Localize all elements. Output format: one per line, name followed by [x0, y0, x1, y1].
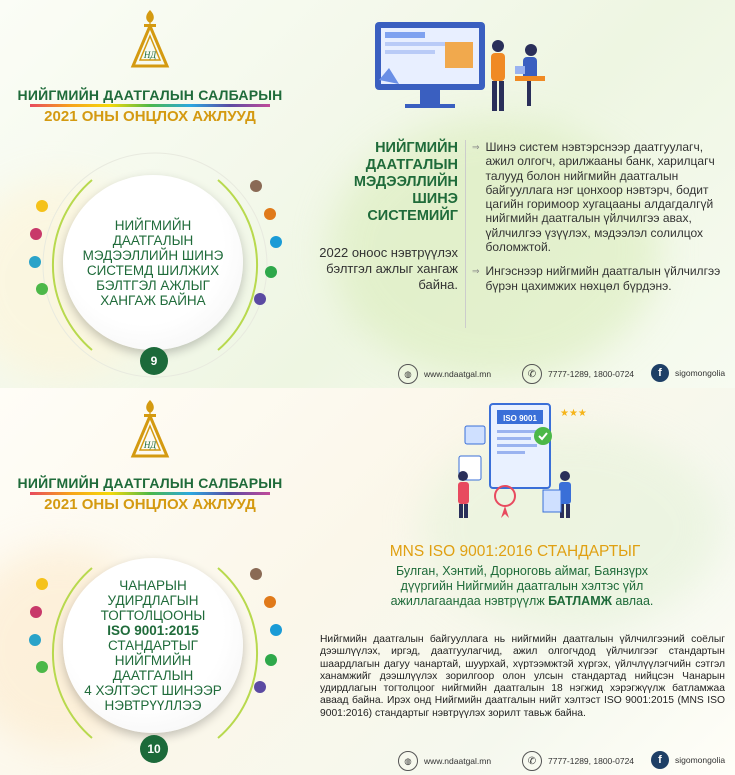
bullet-text: Шинэ систем нэвтэрснээр даатгуулагч, ажил олгогч, арилжааны банк, харилцагч талууд болон нийгмийн даатгалын байгууллага нэг цонхоор нэвтэрч, бодит цагийн горимоор хугацааны алдагдалгүй нийгмийн даатгалын үйлчилгээ авах, үйлчилгээ үзүүлэх, мэдээлэл солилцох боломжтой. [485, 140, 715, 255]
footer-website[interactable]: ◍ www.ndaatgal.mn [398, 364, 491, 384]
iso-body: Нийгмийн даатгалын байгууллага нь нийгмийн даатгалын үйлчилгээний соёлыг дээшлүүлэх, иргэд, даатгуулагчид, ажил олгогчдод үйлчилгээг стандартын шаардлагын дагуу чанартай, шуурхай, хүртээмжтэй хүргэх, үйлчлүүлэгчийн сэтгэл ханамжийг дээшлүүлэх зорилгоор олон улсын стандартад нийцсэн Чанарын удирдлагын тогтолцоог нийгмийн даатгалын 18 нэгжид хэрэгжүүлж батламжаа аваад байна. Ирэх онд Нийгмийн даатгалын нийт хэлтэст ISO 9001:2015 (MNS ISO 9001:2016) стандартыг нэвтрүүлэх зорилт тавьж байна. [320, 634, 725, 719]
ring-dot [36, 200, 48, 212]
circle-text: НИЙГМИЙН ДААТГАЛЫН МЭДЭЭЛЛИЙН ШИНЭ СИСТЕМД ШИЛЖИХ БЭЛТГЭЛ АЖЛЫГ ХАНГАЖ БАЙНА [82, 217, 224, 308]
footer-website[interactable]: ◍ www.ndaatgal.mn [398, 751, 491, 771]
footer-phone[interactable]: ✆ 7777-1289, 1800-0724 [522, 364, 634, 384]
circle-text: ЧАНАРЫН УДИРДЛАГЫН ТОГТОЛЦООНЫ ISO 9001:2015 СТАНДАРТЫГ НИЙГМИЙН ДААТГАЛЫН 4 ХЭЛТЭСТ ШИНЭЭР НЭВТРҮҮЛЛЭЭ [84, 578, 222, 713]
iso-badge-text: ISO 9001 [503, 414, 537, 423]
globe-icon: ◍ [398, 364, 418, 384]
ring-dot [29, 256, 41, 268]
globe-icon: ◍ [398, 751, 418, 771]
bullet-item [472, 140, 727, 254]
iso-subtitle: Булган, Хэнтий, Дорноговь аймаг, Баянзүрх дүүргийн Нийгмийн даатгалын хэлтэс үйл ажиллагаандаа нэвтрүүлж БАТЛАМЖ авлаа. [390, 564, 654, 608]
header-line1: НИЙГМИЙН ДААТГАЛЫН САЛБАРЫН [17, 475, 283, 491]
rainbow-divider [30, 104, 270, 107]
arrow-icon: ⇒ [472, 142, 480, 152]
ring-dot [36, 661, 48, 673]
bullet-list [472, 140, 727, 293]
highlight-circle [63, 175, 243, 350]
divider [465, 140, 466, 328]
computer-user-illustration [365, 10, 555, 120]
ring-dot [254, 293, 266, 305]
footer-phone[interactable]: ✆ 7777-1289, 1800-0724 [522, 751, 634, 771]
ring-dot [30, 606, 42, 618]
slide-number-badge: 10 [140, 735, 168, 763]
iso-title: MNS ISO 9001:2016 СТАНДАРТЫГ [389, 543, 641, 560]
ring-dot [29, 634, 41, 646]
rainbow-divider [30, 492, 270, 495]
bullet-text: Ингэснээр нийгмийн даатгалын үйлчилгээ бүрэн цахимжих нөхцөл бүрдэнэ. [485, 264, 721, 293]
ring-dot [264, 208, 276, 220]
highlight-circle [63, 558, 243, 733]
header-line2: 2021 ОНЫ ОНЦЛОХ АЖЛУУД [44, 496, 256, 513]
ring-dot [250, 568, 262, 580]
svg-text:НД: НД [143, 50, 157, 60]
logo-emblem [130, 398, 170, 462]
ring-dot [264, 596, 276, 608]
phone-icon: ✆ [522, 364, 542, 384]
ring-dot [36, 578, 48, 590]
ring-dot [250, 180, 262, 192]
header-line1: НИЙГМИЙН ДААТГАЛЫН САЛБАРЫН [17, 87, 283, 103]
ring-dot [265, 266, 277, 278]
slide-number-badge: 9 [140, 347, 168, 375]
section-title: НИЙГМИЙН ДААТГАЛЫН МЭДЭЭЛЛИЙН ШИНЭ СИСТЕМИЙГ [353, 140, 458, 224]
footer-social[interactable]: f sigomongolia [651, 751, 725, 769]
svg-text:НД: НД [143, 440, 157, 450]
ring-dot [270, 236, 282, 248]
phone-icon: ✆ [522, 751, 542, 771]
ring-dot [30, 228, 42, 240]
svg-text:★★★: ★★★ [560, 408, 587, 419]
footer-social[interactable]: f sigomongolia [651, 364, 725, 382]
facebook-icon: f [651, 751, 669, 769]
facebook-icon: f [651, 364, 669, 382]
iso-document-illustration [435, 396, 595, 524]
ring-dot [36, 283, 48, 295]
section-subtitle: 2022 оноос нэвтрүүлэх бэлтгэл ажлыг хангаж байна. [319, 245, 458, 292]
ring-dot [270, 624, 282, 636]
arrow-icon: ⇒ [472, 266, 480, 277]
logo-emblem [130, 8, 170, 72]
header-line2: 2021 ОНЫ ОНЦЛОХ АЖЛУУД [44, 108, 256, 125]
ring-dot [265, 654, 277, 666]
slide-10 [0, 388, 735, 775]
ring-dot [254, 681, 266, 693]
bullet-item [472, 264, 727, 293]
